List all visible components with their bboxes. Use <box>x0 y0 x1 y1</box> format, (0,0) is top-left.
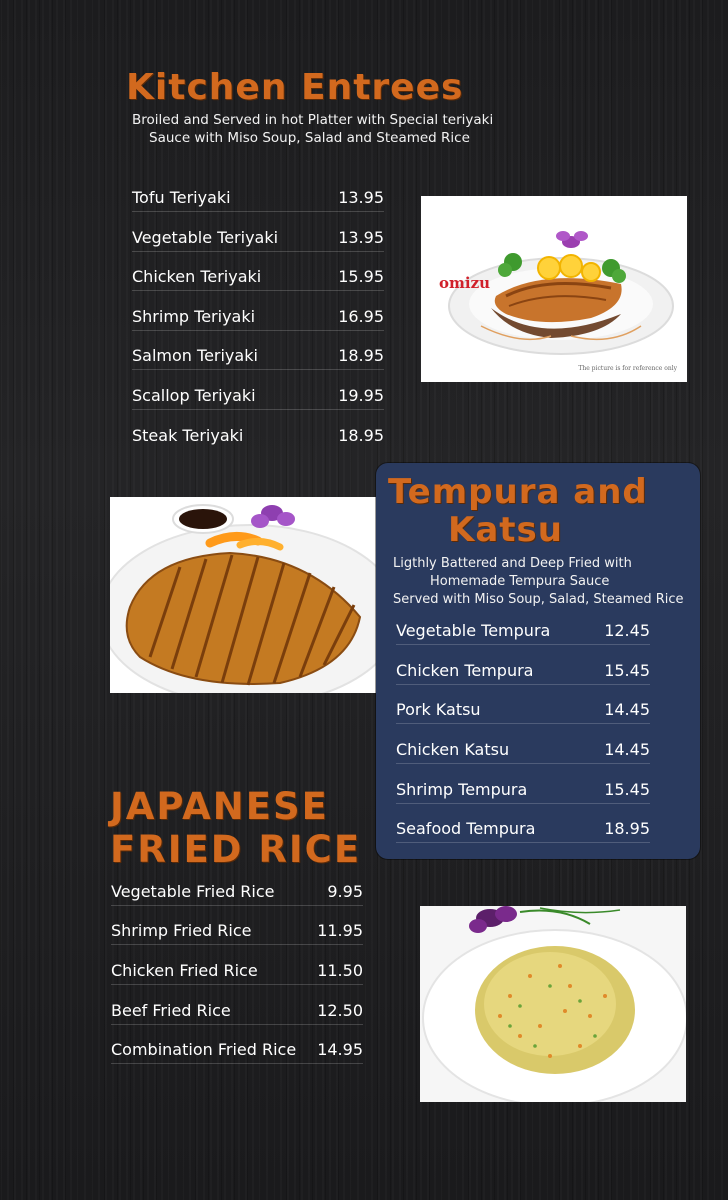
katsu-plate-illustration <box>110 497 376 693</box>
item-name: Combination Fried Rice <box>111 1040 297 1059</box>
item-price: 12.45 <box>604 621 650 640</box>
item-name: Vegetable Teriyaki <box>132 228 279 247</box>
item-name: Pork Katsu <box>396 700 481 719</box>
item-price: 11.95 <box>317 921 363 940</box>
item-price: 15.95 <box>338 267 384 286</box>
menu-item <box>396 777 650 804</box>
item-price: 18.95 <box>604 819 650 838</box>
item-price: 19.95 <box>338 386 384 405</box>
menu-item <box>396 816 650 843</box>
menu-item <box>396 697 650 724</box>
menu-item <box>132 264 384 291</box>
menu-item <box>111 998 363 1025</box>
kitchen-desc-line-2: Sauce with Miso Soup, Salad and Steamed Rice <box>149 130 470 146</box>
fried-rice-title-line-2: FRIED RICE <box>110 828 362 871</box>
item-price: 18.95 <box>338 346 384 365</box>
menu-item <box>111 1037 363 1064</box>
teriyaki-dish-photo <box>421 196 687 382</box>
item-price: 18.95 <box>338 426 384 445</box>
item-price: 9.95 <box>327 882 363 901</box>
item-name: Chicken Tempura <box>396 661 534 680</box>
tempura-title-line-1: Tempura and <box>388 472 648 512</box>
item-name: Vegetable Tempura <box>396 621 551 640</box>
item-price: 14.45 <box>604 740 650 759</box>
item-name: Salmon Teriyaki <box>132 346 258 365</box>
item-name: Chicken Teriyaki <box>132 267 262 286</box>
item-price: 15.45 <box>604 661 650 680</box>
fried-rice-plate-illustration <box>420 906 686 1102</box>
item-name: Tofu Teriyaki <box>132 188 231 207</box>
item-name: Shrimp Tempura <box>396 780 528 799</box>
menu-item <box>132 383 384 410</box>
photo-disclaimer: The picture is for reference only <box>578 365 677 372</box>
item-price: 14.95 <box>317 1040 363 1059</box>
item-price: 13.95 <box>338 188 384 207</box>
kitchen-desc-line-1: Broiled and Served in hot Platter with Special teriyaki <box>132 112 494 128</box>
menu-item <box>396 737 650 764</box>
item-name: Shrimp Fried Rice <box>111 921 252 940</box>
menu-item <box>132 343 384 370</box>
menu-item <box>396 658 650 685</box>
item-name: Scallop Teriyaki <box>132 386 256 405</box>
omizu-watermark: omizu <box>439 274 490 292</box>
item-price: 11.50 <box>317 961 363 980</box>
item-price: 16.95 <box>338 307 384 326</box>
menu-item <box>132 185 384 212</box>
tempura-desc-line-2: Homemade Tempura Sauce <box>430 574 610 589</box>
tempura-title-line-2: Katsu <box>448 510 563 550</box>
kitchen-entrees-description <box>132 111 512 147</box>
kitchen-entrees-title: Kitchen Entrees <box>126 67 464 108</box>
item-name: Seafood Tempura <box>396 819 536 838</box>
item-price: 13.95 <box>338 228 384 247</box>
item-name: Vegetable Fried Rice <box>111 882 275 901</box>
fried-rice-dish-photo <box>420 906 686 1102</box>
menu-item <box>132 225 384 252</box>
item-name: Chicken Fried Rice <box>111 961 258 980</box>
menu-item <box>132 423 384 449</box>
menu-item <box>132 304 384 331</box>
menu-item <box>111 958 363 985</box>
item-name: Beef Fried Rice <box>111 1001 231 1020</box>
menu-item <box>396 618 650 645</box>
item-name: Chicken Katsu <box>396 740 510 759</box>
menu-item <box>111 918 363 945</box>
item-name: Steak Teriyaki <box>132 426 244 445</box>
item-price: 14.45 <box>604 700 650 719</box>
item-price: 15.45 <box>604 780 650 799</box>
tempura-description <box>393 555 703 609</box>
item-price: 12.50 <box>317 1001 363 1020</box>
item-name: Shrimp Teriyaki <box>132 307 256 326</box>
tempura-desc-line-1: Ligthly Battered and Deep Fried with <box>393 556 632 571</box>
menu-item <box>111 879 363 906</box>
fried-rice-title-line-1: JAPANESE <box>110 785 329 828</box>
tempura-desc-line-3: Served with Miso Soup, Salad, Steamed Rice <box>393 592 684 607</box>
katsu-dish-photo <box>110 497 376 693</box>
